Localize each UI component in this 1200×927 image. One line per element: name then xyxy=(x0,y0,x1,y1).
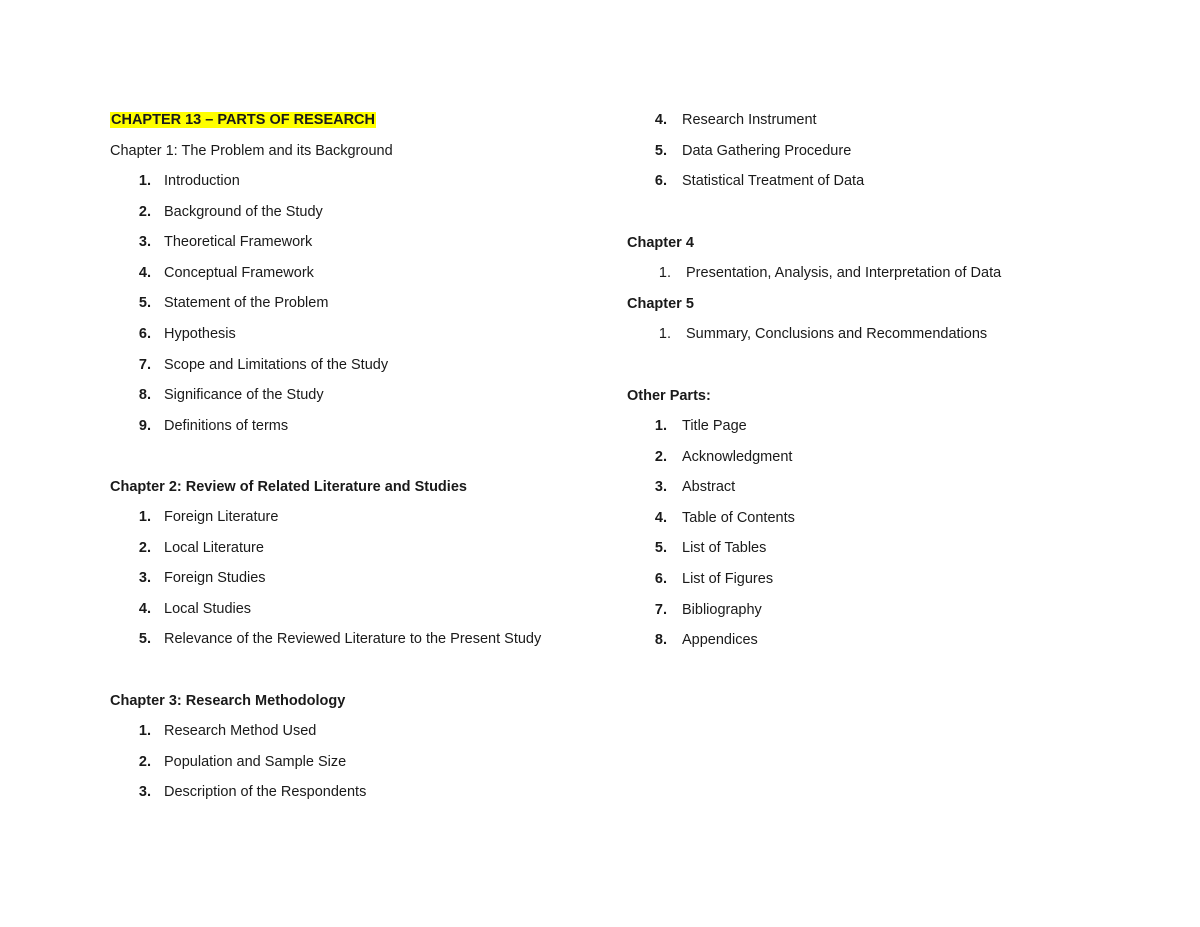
chapter4-heading: Chapter 4 xyxy=(627,235,694,251)
list-item-text: Statement of the Problem xyxy=(164,295,329,312)
list-item-number: 3. xyxy=(138,234,151,251)
list-item-number: 1. xyxy=(658,265,671,281)
chapter5-heading: Chapter 5 xyxy=(627,296,694,312)
list-item-text: Conceptual Framework xyxy=(164,264,314,281)
list-item-text: Description of the Respondents xyxy=(164,784,367,801)
list-item-text: Bibliography xyxy=(682,601,762,618)
list-item-text: Scope and Limitations of the Study xyxy=(164,356,389,373)
chapter1-heading: Chapter 1: The Problem and its Background xyxy=(110,143,393,159)
list-item-text: Presentation, Analysis, and Interpretation of Data xyxy=(686,265,1002,281)
list-item-text: Theoretical Framework xyxy=(164,234,313,251)
list-item-text: List of Figures xyxy=(682,571,774,587)
list-item-number: 3. xyxy=(138,784,151,801)
list-item-number: 4. xyxy=(138,264,151,281)
list-item-number: 5. xyxy=(138,631,151,648)
list-item-number: 5. xyxy=(654,540,667,557)
list-item-text: Title Page xyxy=(682,418,747,434)
list-item-text: Research Method Used xyxy=(164,723,317,739)
document-title xyxy=(110,109,376,131)
list-item-number: 2. xyxy=(138,203,151,220)
list-item-number: 2. xyxy=(654,448,667,465)
list-item-number: 1. xyxy=(138,173,151,189)
list-item-text: Introduction xyxy=(164,173,240,189)
list-item-text: Local Literature xyxy=(164,539,264,556)
other-parts-heading: Other Parts: xyxy=(627,388,711,404)
list-item-number: 4. xyxy=(654,509,667,526)
list-item-number: 4. xyxy=(654,112,667,128)
list-item-text: Hypothesis xyxy=(164,326,236,342)
list-item-text: Population and Sample Size xyxy=(164,753,347,770)
list-item-text: Acknowledgment xyxy=(682,448,793,465)
chapter3-heading: Chapter 3: Research Methodology xyxy=(110,693,346,709)
list-item-number: 6. xyxy=(654,173,667,190)
list-item-text: List of Tables xyxy=(682,540,767,557)
list-item-number: 2. xyxy=(138,753,151,770)
list-item-number: 7. xyxy=(138,356,151,373)
list-item-number: 1. xyxy=(138,509,151,525)
list-item-text: Significance of the Study xyxy=(164,387,324,404)
list-item-text: Background of the Study xyxy=(164,203,323,220)
list-item-number: 2. xyxy=(138,539,151,556)
list-item-text: Research Instrument xyxy=(682,112,817,128)
list-item-text: Definitions of terms xyxy=(164,417,289,434)
list-item-number: 4. xyxy=(138,600,151,617)
list-item-text: Statistical Treatment of Data xyxy=(682,173,865,190)
list-item-number: 3. xyxy=(138,570,151,587)
list-item-number: 1. xyxy=(138,723,151,739)
list-item-text: Foreign Literature xyxy=(164,509,279,525)
title-highlight: CHAPTER 13 – PARTS OF RESEARCH xyxy=(111,112,375,128)
list-item-text: Relevance of the Reviewed Literature to the Present Study xyxy=(164,631,542,648)
list-item-text: Abstract xyxy=(682,479,736,496)
list-item-text: Local Studies xyxy=(164,600,252,617)
list-item-text: Appendices xyxy=(682,632,758,649)
chapter2-heading: Chapter 2: Review of Related Literature and Studies xyxy=(110,479,467,495)
list-item-number: 1. xyxy=(658,326,671,342)
list-item-text: Table of Contents xyxy=(682,509,795,526)
list-item-number: 6. xyxy=(654,571,667,587)
list-item-text: Data Gathering Procedure xyxy=(682,142,852,159)
list-item-number: 8. xyxy=(654,632,667,649)
list-item-number: 1. xyxy=(654,418,667,434)
list-item-text: Foreign Studies xyxy=(164,570,266,587)
list-item-number: 3. xyxy=(654,479,667,496)
list-item-number: 5. xyxy=(138,295,151,312)
list-item-number: 7. xyxy=(654,601,667,618)
list-item-number: 6. xyxy=(138,326,151,342)
list-item-number: 9. xyxy=(138,417,151,434)
list-item-text: Summary, Conclusions and Recommendations xyxy=(686,326,988,342)
list-item-number: 8. xyxy=(138,387,151,404)
list-item-number: 5. xyxy=(654,142,667,159)
